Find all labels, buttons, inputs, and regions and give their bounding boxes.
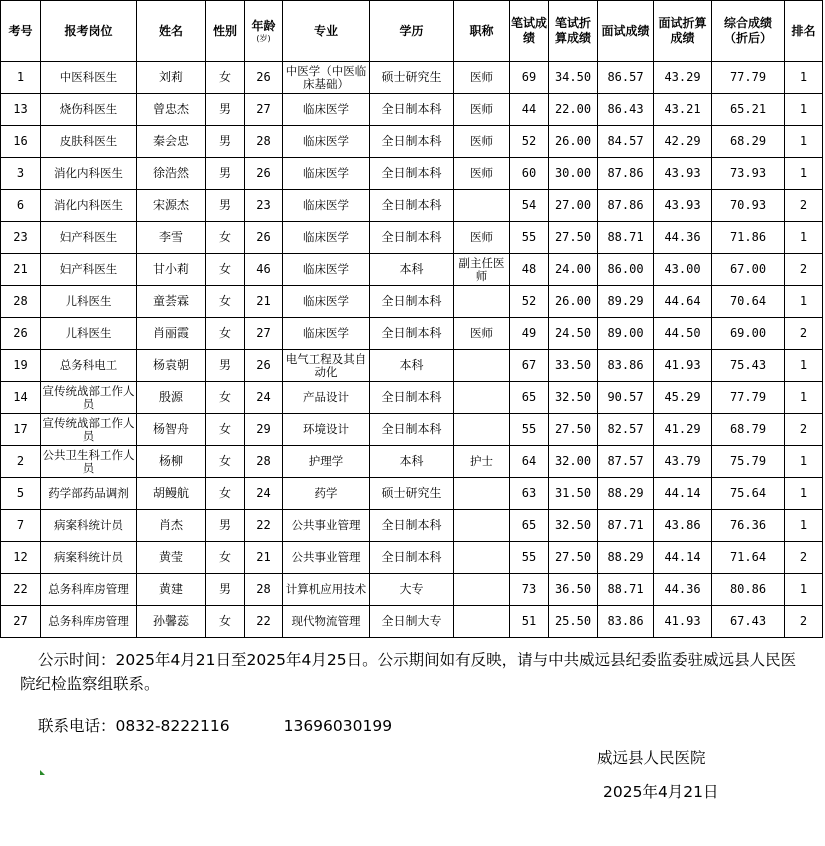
- header-major: 专业: [283, 1, 370, 62]
- header-age-unit: (岁): [256, 34, 271, 43]
- cell-age: 21: [245, 286, 283, 318]
- cell-age: 26: [245, 222, 283, 254]
- header-name: 姓名: [137, 1, 206, 62]
- cell-written-conv: 26.00: [549, 286, 598, 318]
- header-written-conv: 笔试折算成绩: [549, 1, 598, 62]
- cell-post: 药学部药品调剂: [41, 478, 137, 510]
- cell-interview-conv: 42.29: [654, 126, 712, 158]
- cell-exam-no: 13: [1, 94, 41, 126]
- cell-title: 医师: [454, 318, 510, 350]
- cell-name: 肖杰: [137, 510, 206, 542]
- table-row: [1, 606, 823, 638]
- table-body: [1, 62, 823, 638]
- cell-name: 杨智舟: [137, 414, 206, 446]
- cell-interview-conv: 43.29: [654, 62, 712, 94]
- cell-written: 64: [510, 446, 549, 478]
- cell-exam-no: 5: [1, 478, 41, 510]
- cell-total: 71.64: [712, 542, 785, 574]
- header-education: 学历: [370, 1, 454, 62]
- cell-total: 75.64: [712, 478, 785, 510]
- cell-written: 54: [510, 190, 549, 222]
- cell-gender: 女: [206, 414, 245, 446]
- cell-total: 70.64: [712, 286, 785, 318]
- cell-title: [454, 414, 510, 446]
- cell-title: 护士: [454, 446, 510, 478]
- cell-post: 妇产科医生: [41, 254, 137, 286]
- cell-title: 医师: [454, 126, 510, 158]
- cell-written: 49: [510, 318, 549, 350]
- cell-title: 医师: [454, 62, 510, 94]
- cell-rank: 1: [785, 126, 823, 158]
- cell-exam-no: 3: [1, 158, 41, 190]
- cell-title: [454, 574, 510, 606]
- cell-exam-no: 26: [1, 318, 41, 350]
- cell-title: 医师: [454, 94, 510, 126]
- cell-education: 全日制本科: [370, 382, 454, 414]
- cell-post: 烧伤科医生: [41, 94, 137, 126]
- cell-rank: 1: [785, 94, 823, 126]
- cell-written-conv: 33.50: [549, 350, 598, 382]
- cell-written-conv: 26.00: [549, 126, 598, 158]
- cell-name: 肖丽霞: [137, 318, 206, 350]
- cell-post: 儿科医生: [41, 286, 137, 318]
- cell-rank: 1: [785, 382, 823, 414]
- cell-post: 中医科医生: [41, 62, 137, 94]
- cell-education: 全日制本科: [370, 318, 454, 350]
- cell-total: 76.36: [712, 510, 785, 542]
- cell-rank: 1: [785, 478, 823, 510]
- cell-gender: 女: [206, 254, 245, 286]
- header-exam-no: 考号: [1, 1, 41, 62]
- cell-age: 24: [245, 478, 283, 510]
- cell-total: 71.86: [712, 222, 785, 254]
- cell-written: 65: [510, 510, 549, 542]
- cell-gender: 女: [206, 382, 245, 414]
- cell-interview-conv: 43.21: [654, 94, 712, 126]
- cell-rank: 1: [785, 158, 823, 190]
- cell-written: 60: [510, 158, 549, 190]
- cell-education: 全日制本科: [370, 158, 454, 190]
- cell-name: 杨袁朝: [137, 350, 206, 382]
- cell-gender: 女: [206, 542, 245, 574]
- cell-total: 67.00: [712, 254, 785, 286]
- table-row: [1, 318, 823, 350]
- cell-education: 本科: [370, 446, 454, 478]
- contact-phone-2: 13696030199: [283, 717, 393, 735]
- table-row: [1, 382, 823, 414]
- cell-title: [454, 478, 510, 510]
- cell-rank: 2: [785, 414, 823, 446]
- cell-gender: 男: [206, 190, 245, 222]
- cell-interview-conv: 43.93: [654, 158, 712, 190]
- cell-title: [454, 542, 510, 574]
- table-row: [1, 414, 823, 446]
- cell-total: 68.29: [712, 126, 785, 158]
- cell-exam-no: 17: [1, 414, 41, 446]
- cell-written-conv: 32.50: [549, 382, 598, 414]
- cell-interview: 88.29: [598, 542, 654, 574]
- header-age-label: 年龄: [251, 19, 276, 33]
- cell-total: 77.79: [712, 62, 785, 94]
- cell-exam-no: 14: [1, 382, 41, 414]
- cell-education: 大专: [370, 574, 454, 606]
- cell-title: [454, 382, 510, 414]
- cell-interview-conv: 44.36: [654, 222, 712, 254]
- cell-education: 本科: [370, 254, 454, 286]
- cell-written-conv: 30.00: [549, 158, 598, 190]
- cell-written-conv: 25.50: [549, 606, 598, 638]
- cell-total: 73.93: [712, 158, 785, 190]
- header-rank: 排名: [785, 1, 823, 62]
- cell-title: 医师: [454, 222, 510, 254]
- cell-name: 秦会忠: [137, 126, 206, 158]
- cell-title: [454, 350, 510, 382]
- cell-interview: 90.57: [598, 382, 654, 414]
- cell-written-conv: 32.00: [549, 446, 598, 478]
- cell-post: 宣传统战部工作人员: [41, 382, 137, 414]
- cell-age: 26: [245, 62, 283, 94]
- cell-written-conv: 22.00: [549, 94, 598, 126]
- cell-post: 儿科医生: [41, 318, 137, 350]
- cell-post: 总务科库房管理: [41, 574, 137, 606]
- cell-education: 全日制本科: [370, 126, 454, 158]
- table-row: [1, 126, 823, 158]
- cell-exam-no: 7: [1, 510, 41, 542]
- cell-post: 总务科库房管理: [41, 606, 137, 638]
- table-row: [1, 158, 823, 190]
- cell-interview-conv: 43.79: [654, 446, 712, 478]
- cell-age: 24: [245, 382, 283, 414]
- cell-name: 童荟霖: [137, 286, 206, 318]
- cell-name: 黄建: [137, 574, 206, 606]
- cell-age: 22: [245, 510, 283, 542]
- cell-exam-no: 28: [1, 286, 41, 318]
- cell-education: 全日制本科: [370, 190, 454, 222]
- cell-total: 80.86: [712, 574, 785, 606]
- cell-name: 孙馨蕊: [137, 606, 206, 638]
- cell-major: 环境设计: [283, 414, 370, 446]
- cell-age: 26: [245, 158, 283, 190]
- table-row: [1, 94, 823, 126]
- cell-title: [454, 286, 510, 318]
- header-total: 综合成绩（折后）: [712, 1, 785, 62]
- cell-rank: 1: [785, 62, 823, 94]
- table-row: [1, 510, 823, 542]
- cell-title: 副主任医师: [454, 254, 510, 286]
- cell-major: 临床医学: [283, 286, 370, 318]
- cell-written: 63: [510, 478, 549, 510]
- cell-interview-conv: 44.64: [654, 286, 712, 318]
- header-gender: 性别: [206, 1, 245, 62]
- cell-gender: 男: [206, 574, 245, 606]
- cell-age: 26: [245, 350, 283, 382]
- table-row: [1, 286, 823, 318]
- cell-written-conv: 31.50: [549, 478, 598, 510]
- cell-interview-conv: 44.14: [654, 478, 712, 510]
- table-row: [1, 190, 823, 222]
- cell-interview-conv: 43.93: [654, 190, 712, 222]
- cell-interview: 87.57: [598, 446, 654, 478]
- cell-written-conv: 27.50: [549, 542, 598, 574]
- cell-post: 宣传统战部工作人员: [41, 414, 137, 446]
- cell-interview: 86.00: [598, 254, 654, 286]
- cell-exam-no: 23: [1, 222, 41, 254]
- cell-written-conv: 27.00: [549, 190, 598, 222]
- cell-post: 公共卫生科工作人员: [41, 446, 137, 478]
- cell-education: 本科: [370, 350, 454, 382]
- cell-education: 全日制本科: [370, 286, 454, 318]
- cell-major: 中医学（中医临床基础）: [283, 62, 370, 94]
- cell-exam-no: 16: [1, 126, 41, 158]
- cell-education: 全日制本科: [370, 510, 454, 542]
- cell-written-conv: 32.50: [549, 510, 598, 542]
- cell-post: 病案科统计员: [41, 510, 137, 542]
- cell-major: 公共事业管理: [283, 510, 370, 542]
- cell-interview: 88.29: [598, 478, 654, 510]
- cell-written: 44: [510, 94, 549, 126]
- cell-gender: 女: [206, 318, 245, 350]
- cell-exam-no: 22: [1, 574, 41, 606]
- cell-gender: 女: [206, 478, 245, 510]
- cell-name: 刘莉: [137, 62, 206, 94]
- cell-rank: 2: [785, 254, 823, 286]
- cell-total: 65.21: [712, 94, 785, 126]
- cell-gender: 女: [206, 222, 245, 254]
- cell-major: 临床医学: [283, 254, 370, 286]
- cell-written-conv: 24.00: [549, 254, 598, 286]
- cell-rank: 1: [785, 350, 823, 382]
- cell-title: [454, 510, 510, 542]
- cell-written-conv: 27.50: [549, 414, 598, 446]
- cell-written: 52: [510, 126, 549, 158]
- cell-title: [454, 190, 510, 222]
- cell-rank: 1: [785, 574, 823, 606]
- cell-rank: 2: [785, 606, 823, 638]
- cell-rank: 1: [785, 510, 823, 542]
- cell-written-conv: 34.50: [549, 62, 598, 94]
- cell-age: 23: [245, 190, 283, 222]
- header-title: 职称: [454, 1, 510, 62]
- cell-major: 临床医学: [283, 94, 370, 126]
- cell-interview: 87.86: [598, 158, 654, 190]
- cell-written: 48: [510, 254, 549, 286]
- cell-rank: 1: [785, 446, 823, 478]
- header-post: 报考岗位: [41, 1, 137, 62]
- cell-written: 52: [510, 286, 549, 318]
- cell-age: 27: [245, 318, 283, 350]
- cell-interview: 83.86: [598, 350, 654, 382]
- cell-interview: 86.57: [598, 62, 654, 94]
- cell-age: 22: [245, 606, 283, 638]
- cell-name: 宋源杰: [137, 190, 206, 222]
- cell-major: 临床医学: [283, 318, 370, 350]
- cell-interview: 89.29: [598, 286, 654, 318]
- cell-interview: 84.57: [598, 126, 654, 158]
- contact-phone-1: 0832-8222116: [115, 717, 230, 735]
- cell-post: 皮肤科医生: [41, 126, 137, 158]
- cell-gender: 女: [206, 62, 245, 94]
- table-row: [1, 574, 823, 606]
- cell-interview-conv: 44.36: [654, 574, 712, 606]
- cell-age: 28: [245, 446, 283, 478]
- table-row: [1, 478, 823, 510]
- cell-age: 28: [245, 126, 283, 158]
- cell-age: 28: [245, 574, 283, 606]
- cell-interview: 83.86: [598, 606, 654, 638]
- cell-post: 病案科统计员: [41, 542, 137, 574]
- cell-interview-conv: 44.50: [654, 318, 712, 350]
- cell-name: 曾忠杰: [137, 94, 206, 126]
- cell-gender: 男: [206, 94, 245, 126]
- cell-written: 55: [510, 222, 549, 254]
- cell-written: 65: [510, 382, 549, 414]
- cell-name: 黄莹: [137, 542, 206, 574]
- cell-education: 全日制本科: [370, 414, 454, 446]
- header-written: 笔试成绩: [510, 1, 549, 62]
- cell-post: 总务科电工: [41, 350, 137, 382]
- cell-major: 临床医学: [283, 190, 370, 222]
- cell-gender: 男: [206, 158, 245, 190]
- cell-total: 75.43: [712, 350, 785, 382]
- cell-total: 67.43: [712, 606, 785, 638]
- cell-name: 杨柳: [137, 446, 206, 478]
- cell-interview: 87.71: [598, 510, 654, 542]
- signer-org: 威远县人民医院: [597, 749, 706, 767]
- cell-exam-no: 2: [1, 446, 41, 478]
- cell-written: 73: [510, 574, 549, 606]
- cell-major: 临床医学: [283, 158, 370, 190]
- cell-interview-conv: 43.86: [654, 510, 712, 542]
- cell-education: 全日制本科: [370, 222, 454, 254]
- cell-education: 硕士研究生: [370, 62, 454, 94]
- cell-education: 全日制本科: [370, 542, 454, 574]
- table-row: [1, 446, 823, 478]
- cell-age: 29: [245, 414, 283, 446]
- cell-interview: 89.00: [598, 318, 654, 350]
- cell-major: 临床医学: [283, 126, 370, 158]
- table-header: [1, 1, 823, 62]
- header-interview: 面试成绩: [598, 1, 654, 62]
- header-age: [245, 1, 283, 62]
- cell-interview-conv: 41.93: [654, 606, 712, 638]
- cell-major: 计算机应用技术: [283, 574, 370, 606]
- cell-total: 77.79: [712, 382, 785, 414]
- cell-interview-conv: 45.29: [654, 382, 712, 414]
- cell-interview: 88.71: [598, 574, 654, 606]
- cell-title: [454, 606, 510, 638]
- cell-gender: 男: [206, 510, 245, 542]
- cell-age: 27: [245, 94, 283, 126]
- cell-written: 55: [510, 542, 549, 574]
- cell-education: 全日制本科: [370, 94, 454, 126]
- cell-written-conv: 27.50: [549, 222, 598, 254]
- notice-text: 公示时间：2025年4月21日至2025年4月25日。公示期间如有反映，请与中共威远县纪委监委驻威远县人民医院纪检监察组联系。: [20, 651, 797, 693]
- cell-rank: 1: [785, 222, 823, 254]
- cell-exam-no: 19: [1, 350, 41, 382]
- cell-major: 电气工程及其自动化: [283, 350, 370, 382]
- cell-gender: 男: [206, 126, 245, 158]
- cell-written-conv: 36.50: [549, 574, 598, 606]
- cell-post: 妇产科医生: [41, 222, 137, 254]
- table-row: [1, 542, 823, 574]
- cell-rank: 1: [785, 286, 823, 318]
- cell-major: 药学: [283, 478, 370, 510]
- cell-written: 51: [510, 606, 549, 638]
- cell-major: 临床医学: [283, 222, 370, 254]
- cell-major: 护理学: [283, 446, 370, 478]
- cell-exam-no: 1: [1, 62, 41, 94]
- cell-gender: 女: [206, 606, 245, 638]
- cell-post: 消化内科医生: [41, 190, 137, 222]
- cell-written: 55: [510, 414, 549, 446]
- cell-interview-conv: 41.93: [654, 350, 712, 382]
- cell-written-conv: 24.50: [549, 318, 598, 350]
- cell-rank: 2: [785, 318, 823, 350]
- cell-interview: 82.57: [598, 414, 654, 446]
- cell-rank: 2: [785, 190, 823, 222]
- table-row: [1, 222, 823, 254]
- cell-written: 67: [510, 350, 549, 382]
- cell-gender: 女: [206, 446, 245, 478]
- table-row: [1, 62, 823, 94]
- sign-date: 2025年4月21日: [603, 783, 719, 801]
- cell-major: 现代物流管理: [283, 606, 370, 638]
- cell-major: 公共事业管理: [283, 542, 370, 574]
- cell-title: 医师: [454, 158, 510, 190]
- cell-total: 70.93: [712, 190, 785, 222]
- cell-gender: 女: [206, 286, 245, 318]
- cell-written: 69: [510, 62, 549, 94]
- contact-label: 联系电话：: [38, 717, 116, 735]
- cell-total: 69.00: [712, 318, 785, 350]
- cell-interview: 88.71: [598, 222, 654, 254]
- cell-exam-no: 6: [1, 190, 41, 222]
- cell-interview: 86.43: [598, 94, 654, 126]
- cell-interview-conv: 43.00: [654, 254, 712, 286]
- cell-age: 21: [245, 542, 283, 574]
- cell-post: 消化内科医生: [41, 158, 137, 190]
- cell-name: 徐浩然: [137, 158, 206, 190]
- table-row: [1, 350, 823, 382]
- cell-name: 殷源: [137, 382, 206, 414]
- cell-total: 68.79: [712, 414, 785, 446]
- cell-education: 硕士研究生: [370, 478, 454, 510]
- cell-age: 46: [245, 254, 283, 286]
- cell-rank: 2: [785, 542, 823, 574]
- header-interview-conv: 面试折算成绩: [654, 1, 712, 62]
- table-row: [1, 254, 823, 286]
- cell-exam-no: 27: [1, 606, 41, 638]
- cell-name: 甘小莉: [137, 254, 206, 286]
- cell-major: 产品设计: [283, 382, 370, 414]
- contact-line: [38, 714, 392, 736]
- cell-interview-conv: 41.29: [654, 414, 712, 446]
- cell-education: 全日制大专: [370, 606, 454, 638]
- cell-name: 胡鳗航: [137, 478, 206, 510]
- cell-exam-no: 21: [1, 254, 41, 286]
- cell-interview: 87.86: [598, 190, 654, 222]
- green-corner-mark: [40, 770, 45, 775]
- cell-interview-conv: 44.14: [654, 542, 712, 574]
- cell-exam-no: 12: [1, 542, 41, 574]
- cell-total: 75.79: [712, 446, 785, 478]
- cell-gender: 男: [206, 350, 245, 382]
- cell-name: 李雪: [137, 222, 206, 254]
